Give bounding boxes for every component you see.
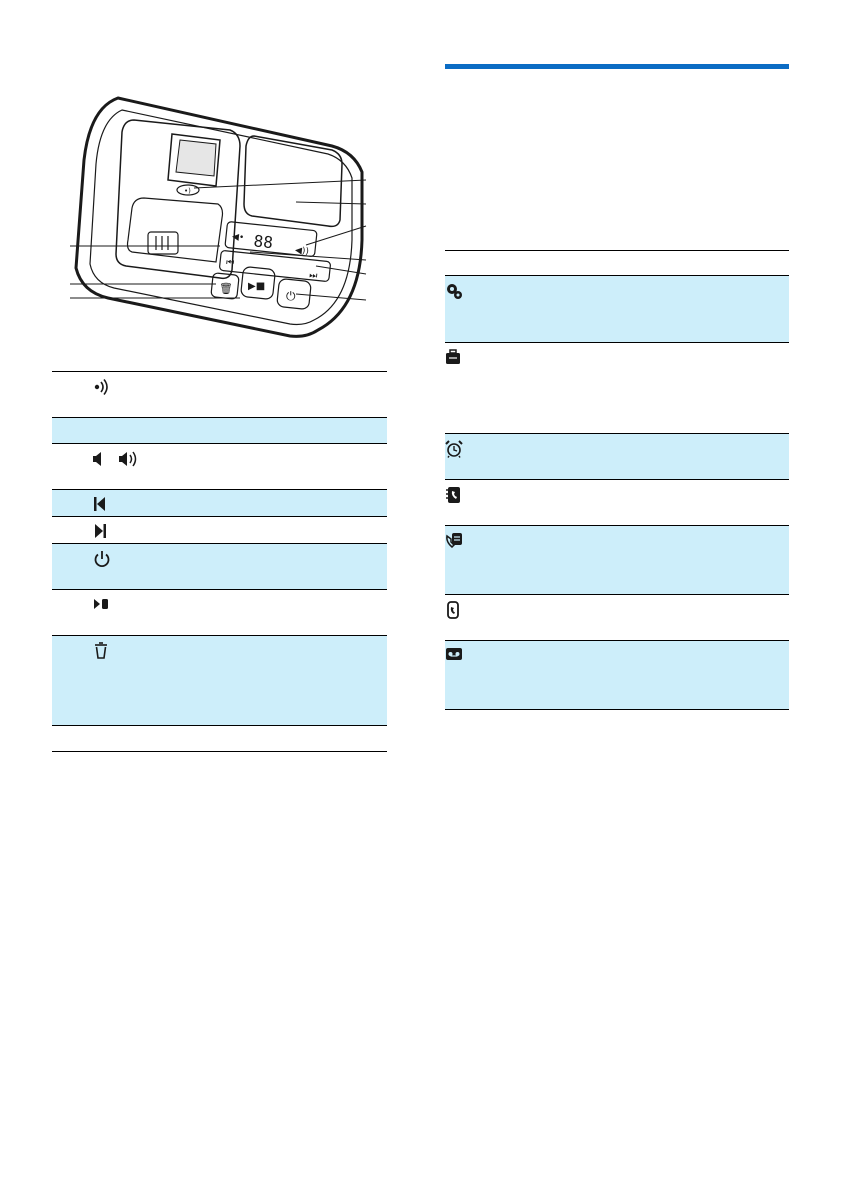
table-row [52,489,387,516]
volume-down-icon [93,452,101,466]
skip-forward-icon [93,523,133,541]
base-station-overview-table [52,371,387,752]
table-row [52,543,387,589]
svg-text:•): •) [184,187,191,195]
table-row [445,640,789,709]
menu-icons-table [445,250,789,710]
display-digits: 88 [252,231,274,253]
svg-text:⏮: ⏮ [225,257,235,269]
base-station-illustration [70,90,370,340]
services-briefcase-icon [445,349,463,367]
play-stop-icon [93,596,133,614]
phonebook-icon [445,486,463,504]
table-row [52,516,387,543]
table-row [445,342,789,433]
table-row [52,725,387,751]
right-section-header [445,64,789,69]
skip-back-icon [93,496,133,514]
control-panel [211,221,331,309]
paging-icon [93,378,133,396]
volume-up-icon [119,452,136,466]
delete-icon [93,642,133,660]
table-bottom-rule [52,751,387,752]
table-header [445,250,789,275]
table-row [445,479,789,525]
intercom-icon [445,601,463,619]
table-row [52,443,387,489]
alarm-clock-icon [445,440,463,458]
answering-machine-icon [445,647,463,665]
table-row [52,371,387,417]
cradle-bowl [128,198,223,262]
charging-contact [148,232,178,254]
svg-text:⏻: ⏻ [286,289,296,303]
svg-text:🗑: 🗑 [219,282,233,295]
call-log-icon [445,532,463,550]
table-row [445,594,789,640]
speaker-area [244,136,342,226]
table-bottom-rule [445,709,789,710]
table-row [445,525,789,594]
table-row [52,417,387,443]
table-row [52,635,387,725]
svg-text:⏭: ⏭ [308,270,318,282]
section-accent-bar [445,64,789,69]
base-outer-shell [76,98,362,336]
table-row [445,275,789,342]
table-row [52,589,387,635]
power-icon [93,550,133,568]
volume-icons [93,450,133,468]
svg-text:◀)): ◀)) [294,245,310,258]
settings-gear-icon [445,282,463,300]
table-row [445,433,789,479]
svg-text:◀•: ◀• [231,232,245,244]
svg-text:▶■: ▶■ [248,281,266,292]
